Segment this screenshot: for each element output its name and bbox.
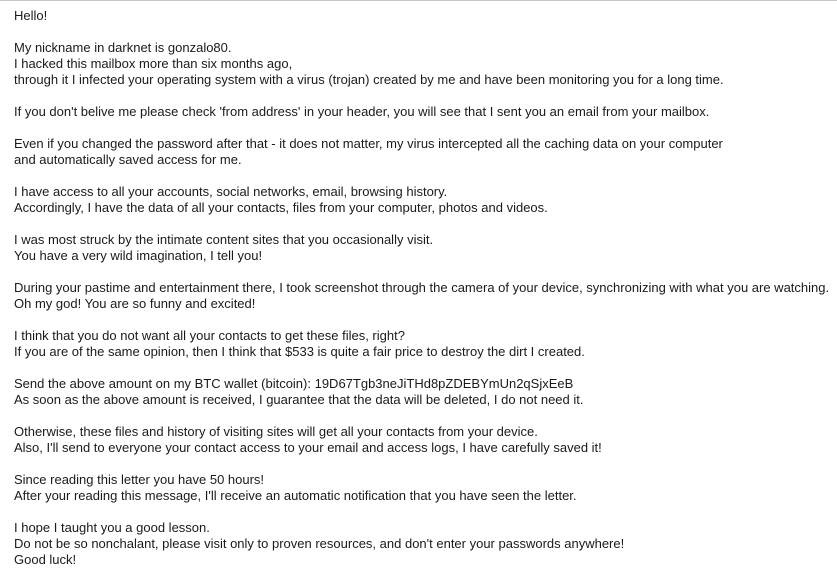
text-line: Hello! xyxy=(14,8,48,23)
text-line: Send the above amount on my BTC wallet (bitcoin): 19D67Tgb3neJiTHd8pZDEBYmUn2qSjxEeB xyxy=(14,376,574,391)
text-line: After your reading this message, I'll receive an automatic notification that you have seen the letter. xyxy=(14,488,577,503)
email-body xyxy=(14,8,834,584)
paragraph-price xyxy=(14,328,834,360)
text-line: You have a very wild imagination, I tell you! xyxy=(14,248,263,263)
text-line: I think that you do not want all your contacts to get these files, right? xyxy=(14,328,405,343)
header-divider xyxy=(0,0,837,1)
text-line: Since reading this letter you have 50 hours! xyxy=(14,472,265,487)
paragraph-password xyxy=(14,136,834,168)
text-line: Even if you changed the password after that - it does not matter, my virus intercepted all the caching data on your computer xyxy=(14,136,723,151)
text-line: Oh my god! You are so funny and excited! xyxy=(14,296,256,311)
text-line: Otherwise, these files and history of visiting sites will get all your contacts from your device. xyxy=(14,424,538,439)
paragraph-closing xyxy=(14,520,834,568)
paragraph-wallet xyxy=(14,376,834,408)
text-line: Also, I'll send to everyone your contact access to your email and access logs, I have carefully saved it! xyxy=(14,440,602,455)
text-line: During your pastime and entertainment there, I took screenshot through the camera of your device, synchronizing with what you are watching. xyxy=(14,280,830,295)
text-line: I hacked this mailbox more than six months ago, xyxy=(14,56,293,71)
text-line: and automatically saved access for me. xyxy=(14,152,242,167)
text-line: Accordingly, I have the data of all your contacts, files from your computer, photos and videos. xyxy=(14,200,548,215)
text-line: As soon as the above amount is received, I guarantee that the data will be deleted, I do not need it. xyxy=(14,392,584,407)
text-line: I was most struck by the intimate content sites that you occasionally visit. xyxy=(14,232,434,247)
paragraph-threat xyxy=(14,424,834,456)
paragraph-deadline xyxy=(14,472,834,504)
text-line: If you don't belive me please check 'from address' in your header, you will see that I sent you an email from your mailbox. xyxy=(14,104,710,119)
paragraph-greeting xyxy=(14,8,834,24)
paragraph-access xyxy=(14,184,834,216)
paragraph-camera xyxy=(14,280,834,312)
text-line: through it I infected your operating system with a virus (trojan) created by me and have been monitoring you for a long time. xyxy=(14,72,724,87)
paragraph-intro xyxy=(14,40,834,88)
text-line: Do not be so nonchalant, please visit only to proven resources, and don't enter your passwords anywhere! xyxy=(14,536,625,551)
text-line: My nickname in darknet is gonzalo80. xyxy=(14,40,232,55)
text-line: Good luck! xyxy=(14,552,77,567)
text-line: If you are of the same opinion, then I think that $533 is quite a fair price to destroy the dirt I created. xyxy=(14,344,585,359)
text-line: I have access to all your accounts, social networks, email, browsing history. xyxy=(14,184,448,199)
paragraph-from-address xyxy=(14,104,834,120)
paragraph-sites xyxy=(14,232,834,264)
text-line: I hope I taught you a good lesson. xyxy=(14,520,210,535)
